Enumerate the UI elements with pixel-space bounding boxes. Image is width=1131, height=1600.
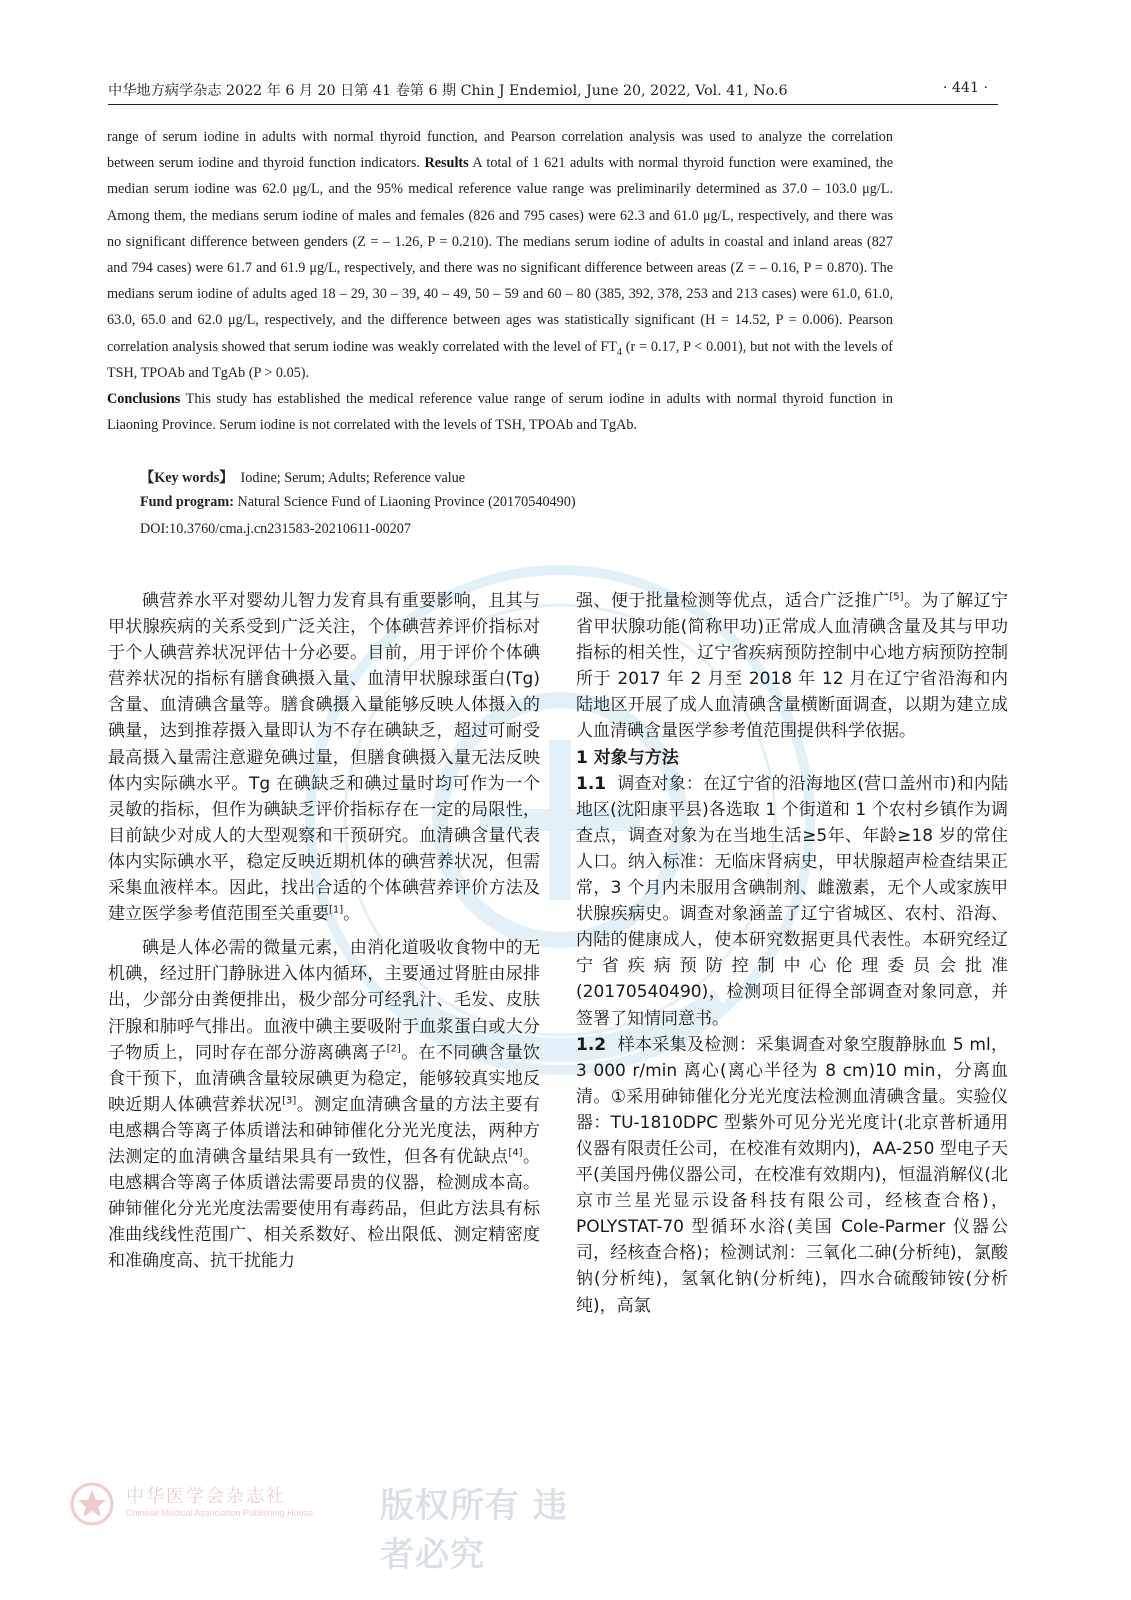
paragraph-intro-1: 碘营养水平对婴幼儿智力发育具有重要影响，且其与甲状腺疾病的关系受到广泛关注，个体碘营养评价指标对于个人碘营养状况评估十分必要。目前，用于评价个体碘营养状况的指标有膳食碘摄入量、血清甲状腺球蛋白(Tg)含量、血清碘含量等。膳食碘摄入量能够反映人体摄入的碘量，达到推荐摄入量即认为不存在碘缺乏，超过可耐受最高摄入量需注意避免碘过量，但膳食碘摄入量无法反映体内实际碘水平。Tg 在碘缺乏和碘过量时均可作为一个灵敏的指标，但作为碘缺乏评价指标存在一定的局限性，目前缺少对成人的大型观察和干预研究。血清碘含量代表体内实际碘水平，稳定反映近期机体的碘营养状况，但需采集血液样本。因此，找出合适的个体碘营养评价方法及建立医学参考值范围至关重要[1]。 [108,591,540,925]
fund-text: Natural Science Fund of Liaoning Province (20170540490) [237,494,576,510]
running-header [108,78,998,105]
citation-3[interactable]: [3] [282,1095,297,1107]
ft4-label: $FT_4$ [600,338,622,358]
abstract-results-tail: (r = 0.17, P < 0.001), but not with the levels of TSH, TPOAb and TgAb (P > 0.05). [107,338,894,381]
publisher-footer-logo [70,1478,590,1575]
paragraph-subjects: 1.1 调查对象：在辽宁省的沿海地区(营口盖州市)和内陆地区(沈阳康平县)各选取 1 个街道和 1 个农村乡镇作为调查点，调查对象为在当地生活≥5年、年龄≥18 岁的常住人口。纳入标准：无临床肾病史，甲状腺超声检查结果正常，3 个月内未服用含碘制剂、雌激素，无个人或家族甲状腺疾病史。调查对象涵盖了辽宁省城区、农村、沿海、内陆的健康成人，使本研究数据更具代表性。本研究经辽宁省疾病预防控制中心伦理委员会批准(20170540490)，检测项目征得全部调查对象同意，并签署了知情同意书。 [576,773,1009,1029]
body-left-column [108,588,540,1274]
doi-line: DOI:10.3760/cma.j.cn231583-20210611-00207 [140,521,411,537]
citation-2[interactable]: [2] [386,1042,401,1054]
citation-1[interactable]: [1] [329,904,344,916]
conclusions-label: Conclusions [107,391,181,408]
keywords-line [140,467,900,487]
subsection-1-1: 1.1 [576,773,607,794]
paragraph-intro-2: 碘是人体必需的微量元素，由消化道吸收食物中的无机碘，经过肝门静脉进入体内循环，主要通过肾脏由尿排出，少部分由粪便排出，极少部分可经乳汁、毛发、皮肤汗腺和肺呼气排出。血液中碘主要吸附于血浆蛋白或大分子物质上，同时存在部分游离碘离子[2]。在不同碘含量饮食干预下，血清碘含量较尿碘更为稳定，能够较真实地反映近期人体碘营养状况[3]。测定血清碘含量的方法主要有电感耦合等离子体质谱法和砷铈催化分光光度法，两种方法测定的血清碘含量结果具有一致性，但各有优缺点[4]。电感耦合等离子体质谱法需要昂贵的仪器，检测成本高。砷铈催化分光光度法需要使用有毒药品，但此方法具有标准曲线线性范围广、相关系数好、检出限低、测定精密度和准确度高、抗干扰能力 [108,938,541,1272]
body-right-column [576,588,1008,1319]
fund-label: Fund program: [140,494,234,510]
page-number: · 441 · [942,80,988,96]
subsection-1-2: 1.2 [576,1034,607,1055]
citation-4[interactable]: [4] [508,1147,523,1159]
english-abstract [107,124,893,438]
section-heading-methods: 1 对象与方法 [576,747,679,768]
abstract-conclusions: This study has established the medical reference value range of serum iodine in adults with normal thyroid function in Liaoning Province. Serum iodine is not correlated with the levels of TSH, TPOAb and TgAb. [107,391,893,434]
keywords-text: Iodine; Serum; Adults; Reference value [240,470,466,486]
publisher-name-en: Chinese Medical Association Publishing House [126,1508,314,1518]
abstract-results: A total of 1 621 adults with normal thyroid function were examined, the median serum iodine was 62.0 μg/L, and the 95% medical reference value range was preliminarily determined as 37.0 – 103.0 μg/L. Among them, the medians serum iodine of males and females (826 and 795 cases) were 62.3 and 61.0 μg/L, respectively, and there was no significant difference between genders (Z = – 1.26, P = 0.210). The medians serum iodine of adults in coastal and inland areas (827 and 794 cases) were 61.7 and 61.9 μg/L, respectively, and there was no significant difference between areas (Z = – 0.16, P = 0.870). The medians serum iodine of adults aged 18 – 29, 30 – 39, 40 – 49, 50 – 59 and 60 – 80 (385, 392, 378, 253 and 213 cases) were 61.0, 61.0, 63.0, 65.0 and 62.0 μg/L, respectively, and the difference between ages was statistically significant (H = 14.52, P = 0.006). Pearson correlation analysis showed that serum iodine was weakly correlated with the level of [107,155,893,355]
keywords-label: 【Key words】 [140,470,234,486]
publisher-name: 中华医学会杂志社 [126,1486,286,1507]
journal-citation: 中华地方病学杂志 2022 年 6 月 20 日第 41 卷第 6 期 Chin J Endemiol, June 20, 2022, Vol. 41, No.6 [108,83,788,99]
citation-5[interactable]: [5] [889,591,904,603]
paragraph-sampling: 1.2 样本采集及检测：采集调查对象空腹静脉血 5 ml，3 000 r/min 离心(离心半径为 8 cm)10 min，分离血清。①采用砷铈催化分光光度法检测血清碘含量。实验仪器：TU-1810DPC 型紫外可见分光光度计(北京普析通用仪器有限责任公司，在校准有效期内)，AA-250 型电子天平(美国丹佛仪器公司，在校准有效期内)，恒温消解仪(北京市兰星光显示设备科技有限公司，经核查合格)，POLYSTAT-70 型循环水浴(美国 Cole-Parmer 仪器公司，经核查合格)；检测试剂：三氧化二砷(分析纯)，氯酸钠(分析纯)，氢氧化钠(分析纯)，四水合硫酸铈铵(分析纯)，高氯 [576,1034,1009,1316]
paragraph-intro-3: 强、便于批量检测等优点，适合广泛推广[5]。为了解辽宁省甲状腺功能(简称甲功)正常成人血清碘含量及其与甲功指标的相关性，辽宁省疾病预防控制中心地方病预防控制所于 2017 年 2 月至 2018 年 12 月在辽宁省沿海和内陆地区开展了成人血清碘含量横断面调查，以期为建立成人血清碘含量医学参考值范围提供科学依据。 [576,591,1009,742]
publisher-seal-icon [70,1482,114,1526]
fund-line [140,494,900,511]
results-label: Results [424,155,469,172]
abstract-methods-tail: range of serum iodine in adults with normal thyroid function, and Pearson correlation analysis was used to analyze the correlation between serum iodine and thyroid function indicators. [107,129,893,172]
copyright-mark: 版权所有 违者必究 [380,1486,568,1575]
